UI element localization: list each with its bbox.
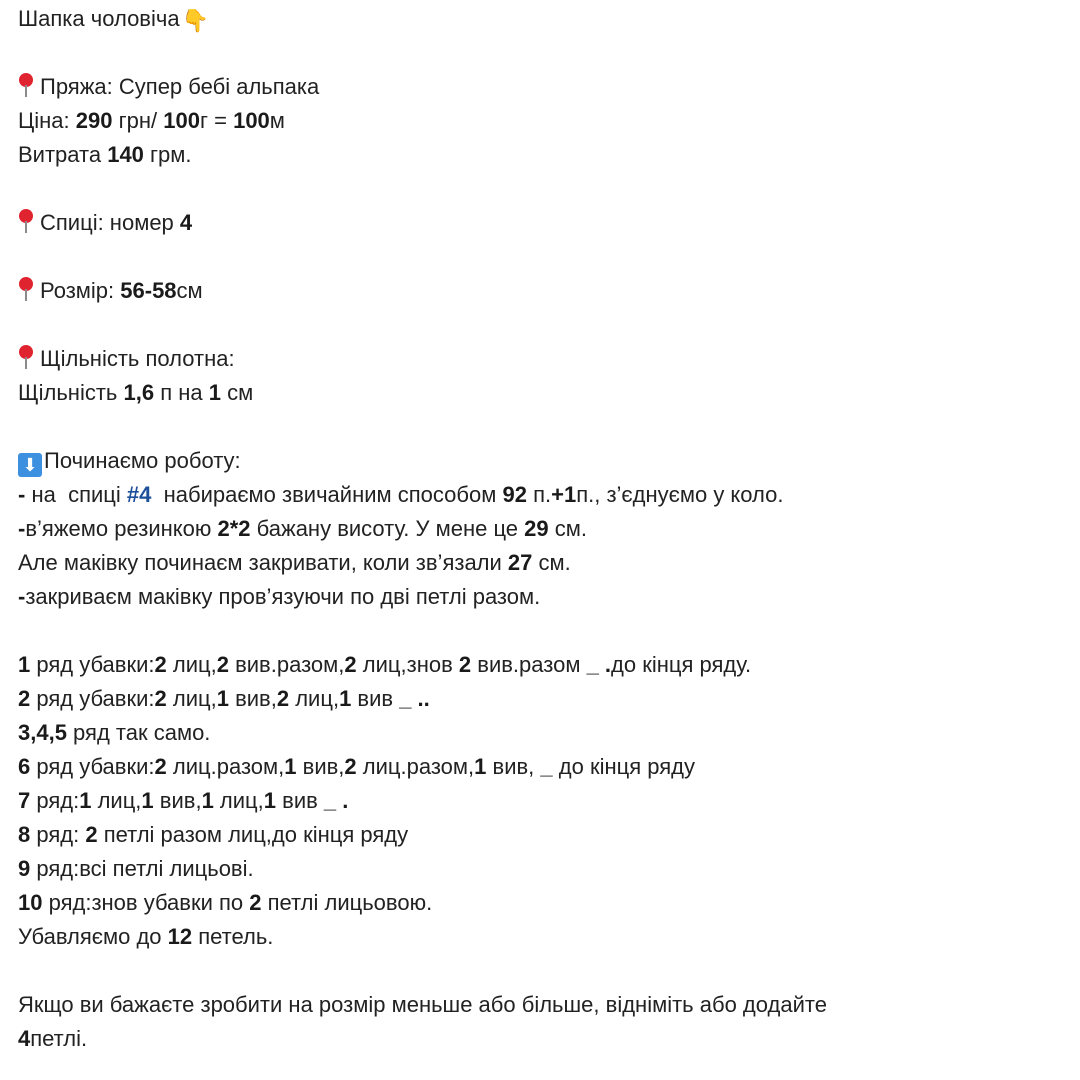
row-value: 2 [154,754,167,779]
row-text: вив, [486,754,541,779]
price-value: 290 [75,108,113,133]
row-text: вив [276,788,324,813]
decrease-text: Убавляємо до [18,924,168,949]
knitting-pattern-document [18,2,1068,1056]
row-text: лиц, [166,652,217,677]
step-text: п., з’єднуємо у коло. [576,482,784,507]
step-text: см. [532,550,571,575]
row-text: лиц, [289,686,340,711]
row-text: ряд:всі петлі лицьові. [30,856,254,881]
row-number: 7 [18,788,31,813]
row-value: 1 [339,686,352,711]
row-text: петлі разом лиц,до кінця ряду [97,822,409,847]
row-10 [18,886,1068,920]
row-dash: _ .. [399,686,430,711]
height-value: 29 [524,516,549,541]
step-text: закриваєм маківку пров’язуючи по дві петлі разом. [25,584,541,609]
density-label: Щільність [18,380,124,405]
consumption-unit: грм. [143,142,192,167]
row-value: 1 [284,754,297,779]
density-value: 1,6 [123,380,155,405]
note-text: Якщо ви бажаєте зробити на розмір меньше або більше, відніміть або додайте [18,992,827,1017]
row-number: 6 [18,754,31,779]
row-text: ряд:знов убавки по [42,890,250,915]
density-header-line [18,342,1068,376]
row-value: 2 [154,686,167,711]
note-value: 4 [18,1026,31,1051]
step-text: п. [526,482,552,507]
row-6 [18,750,1068,784]
row-text: ряд убавки: [30,652,155,677]
step-text: на спиці [31,482,127,507]
row-value: 2 [85,822,98,847]
row-value: 1 [216,686,229,711]
row-text: ряд убавки: [30,686,155,711]
row-text: вив.разом, [228,652,345,677]
yarn-line [18,70,1068,104]
needles-value: 4 [179,210,193,235]
row-value: 2 [344,754,357,779]
row-value: 1 [201,788,214,813]
size-line [18,274,1068,308]
row-text: лиц,знов [356,652,459,677]
price-length-unit: м [269,108,285,133]
step-3 [18,546,1068,580]
row-value: 1 [474,754,487,779]
row-value: 1 [79,788,92,813]
extra-stitch: +1 [551,482,577,507]
row-value: 2 [249,890,262,915]
decrease-value: 12 [167,924,193,949]
row-text: ряд: [30,822,86,847]
density-text: п на [154,380,209,405]
round-pushpin-icon [18,73,34,97]
row-text: ряд так само. [66,720,211,745]
price-unit: грн/ [112,108,164,133]
step-dash: - [18,516,26,541]
row-number: 9 [18,856,31,881]
row-number: 1 [18,652,31,677]
price-label: Ціна: [18,108,76,133]
size-value: 56-58 [120,278,177,303]
row-1 [18,648,1068,682]
row-9 [18,852,1068,886]
row-number: 8 [18,822,31,847]
row-number: 2 [18,686,31,711]
row-text: лиц, [213,788,264,813]
consumption-line [18,138,1068,172]
size-unit: см [176,278,203,303]
needle-number: #4 [126,482,152,507]
row-text: вив [351,686,400,711]
row-text: до кінця ряду [552,754,695,779]
decrease-line [18,920,1068,954]
height-value: 27 [507,550,533,575]
row-dash: _ . [586,652,612,677]
size-label: Розмір: [40,278,121,303]
title-text: Шапка чоловіча [18,6,180,31]
row-value: 2 [458,652,472,677]
note-line-2 [18,1022,1068,1056]
step-text: см. [548,516,587,541]
stitch-count: 92 [502,482,527,507]
row-8 [18,818,1068,852]
step-text: набираємо звичайним способом [151,482,503,507]
row-text: лиц.разом, [166,754,285,779]
yarn-text: Пряжа: Супер бебі альпака [40,74,320,99]
row-number: 3,4,5 [18,720,67,745]
rib-value: 2*2 [217,516,251,541]
row-value: 2 [216,652,229,677]
row-dash: _ . [323,788,349,813]
row-value: 2 [276,686,290,711]
round-pushpin-icon [18,345,34,369]
price-line [18,104,1068,138]
density-unit: см [220,380,254,405]
decrease-text: петель. [192,924,274,949]
start-header: Починаємо роботу: [44,448,241,473]
price-weight-unit: г = [199,108,234,133]
row-text: лиц, [91,788,142,813]
step-text: Але маківку починаєм закривати, коли зв’язали [18,550,508,575]
row-text: петлі лицьовою. [261,890,433,915]
step-2 [18,512,1068,546]
row-text: вив, [296,754,345,779]
round-pushpin-icon [18,277,34,301]
density-cm-value: 1 [208,380,221,405]
consumption-value: 140 [107,142,144,167]
density-line [18,376,1068,410]
row-text: вив, [153,788,202,813]
price-length: 100 [233,108,270,133]
row-7 [18,784,1068,818]
row-text: лиц, [166,686,217,711]
row-text: вив, [228,686,277,711]
step-text: в’яжемо резинкою [25,516,218,541]
pointing-down-hand-icon: 👇 [181,8,209,33]
step-text: бажану висоту. У мене це [250,516,525,541]
start-header-line [18,444,1068,478]
down-arrow-icon: ⬇ [18,453,42,477]
row-text: ряд: [30,788,80,813]
needles-label: Спиці: номер [40,210,180,235]
step-4 [18,580,1068,614]
row-value: 2 [344,652,357,677]
consumption-label: Витрата [18,142,108,167]
row-text: вив.разом [471,652,587,677]
note-line-1 [18,988,1068,1022]
step-dash: - [18,584,26,609]
row-2 [18,682,1068,716]
price-weight: 100 [163,108,200,133]
row-dash: _ [540,754,553,779]
needles-line [18,206,1068,240]
note-text: петлі. [30,1026,88,1051]
row-text: ряд убавки: [30,754,155,779]
row-value: 2 [154,652,167,677]
pattern-title [18,2,1068,36]
row-value: 1 [263,788,277,813]
row-value: 1 [141,788,154,813]
row-text: до кінця ряду. [611,652,752,677]
step-dash: - [18,482,32,507]
row-number: 10 [18,890,43,915]
row-3-4-5 [18,716,1068,750]
round-pushpin-icon [18,209,34,233]
row-text: лиц.разом, [356,754,475,779]
step-1 [18,478,1068,512]
density-header: Щільність полотна: [40,346,235,371]
